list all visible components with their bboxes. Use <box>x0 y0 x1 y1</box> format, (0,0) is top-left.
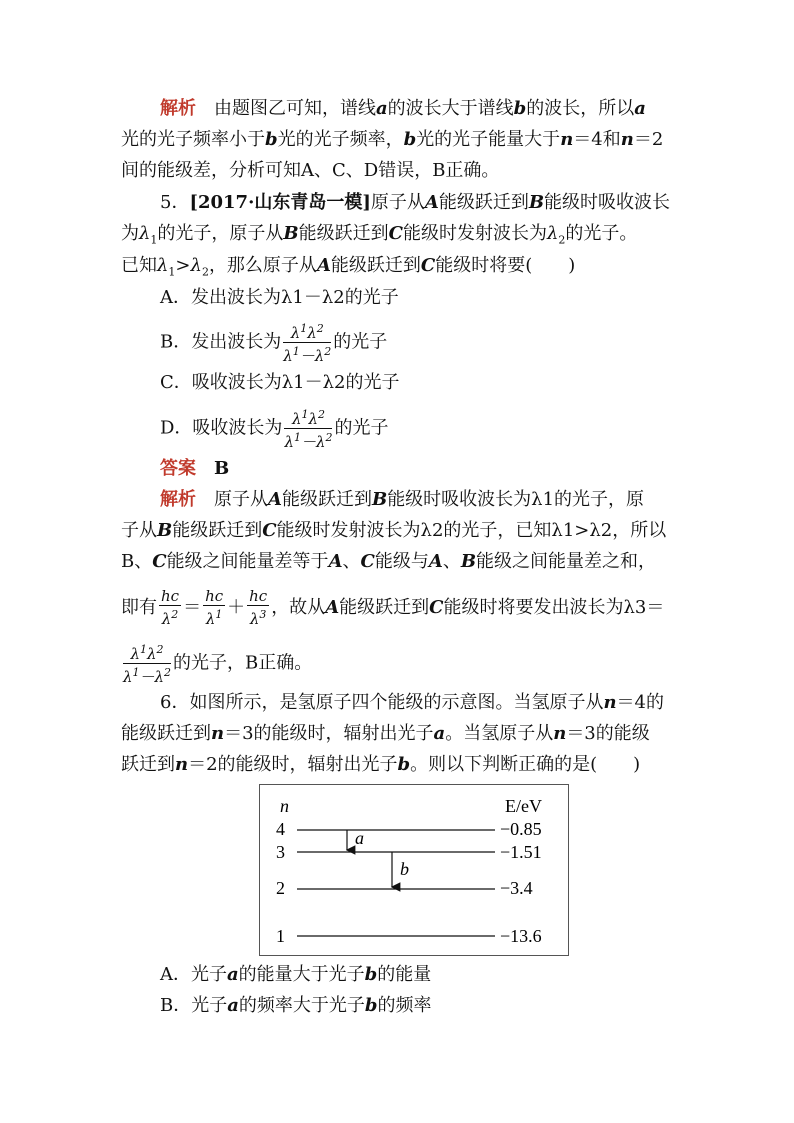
fraction: $\frac{hc}{\lambda^2}$ <box>161 587 180 628</box>
q6-stem-line-3: 跃迁到n＝2的能级时，辐射出光子b。则以下判断正确的是( ) <box>121 754 641 775</box>
q5-stem-line-3: 已知$\lambda_1>\lambda_2$，那么原子从A能级跃迁到C能级时将要( ) <box>121 255 576 279</box>
q5-option-d: D．吸收波长为 $\frac{\lambda^1\lambda^2}{\lambda^1-\lambda^2}$ 的光子 <box>160 408 389 451</box>
analysis-label: 解析 <box>160 98 196 119</box>
question-source: [2017·山东青岛一模] <box>189 192 371 213</box>
q4-analysis-line-1: 解析 由题图乙可知，谱线a的波长大于谱线b的波长，所以a <box>160 98 646 119</box>
answer-label: 答案 <box>160 458 196 479</box>
level-n-label: 3 <box>276 842 285 862</box>
q5-option-b: B．发出波长为 $\frac{\lambda^1\lambda^2}{\lambda^1-\lambda^2}$ 的光子 <box>160 322 388 365</box>
level-energy-label: −13.6 <box>500 926 542 946</box>
fraction: $\frac{\lambda^1\lambda^2}{\lambda^1-\lambda^2}$ <box>284 408 333 451</box>
q5-stem-line-2: 为$\lambda_1$的光子，原子从B能级跃迁到C能级时发射波长为$\lambda_2$的光子。 <box>121 223 638 247</box>
photon-a-label: a <box>355 828 364 848</box>
n-axis-label: n <box>280 796 289 816</box>
level-n-label: 1 <box>276 926 285 946</box>
q5-option-c: C．吸收波长为λ1－λ2的光子 <box>160 372 400 393</box>
fraction: $\frac{\lambda^1\lambda^2}{\lambda^1-\lambda^2}$ <box>123 643 172 686</box>
level-energy-label: −3.4 <box>500 878 533 898</box>
q6-stem-line-2: 能级跃迁到n＝3的能级时，辐射出光子a。当氢原子从n＝3的能级 <box>121 723 650 744</box>
q5-answer: 答案 B <box>160 458 230 479</box>
energy-level-diagram <box>259 784 569 956</box>
q5-analysis-line-4: 即有 $\frac{hc}{\lambda^2}$ ＝ $\frac{hc}{\lambda^1}$ ＋ $\frac{hc}{\lambda^3}$ ，故从A能级跃迁到C能级时将要发出波长为λ3＝ <box>121 587 665 628</box>
fraction: $\frac{\lambda^1\lambda^2}{\lambda^1-\lambda^2}$ <box>283 322 332 365</box>
analysis-label: 解析 <box>160 489 196 510</box>
q5-analysis-line-2: 子从B能级跃迁到C能级时发射波长为λ2的光子，已知λ1>λ2，所以 <box>121 520 667 541</box>
q5-stem-line-1: 5．[2017·山东青岛一模]原子从A能级跃迁到B能级时吸收波长 <box>160 192 671 213</box>
q5-analysis-line-1: 解析 原子从A能级跃迁到B能级时吸收波长为λ1的光子，原 <box>160 489 645 510</box>
level-n-label: 4 <box>276 819 285 839</box>
fraction: $\frac{hc}{\lambda^1}$ <box>205 587 224 628</box>
q6-option-a: A．光子a的能量大于光子b的能量 <box>160 964 432 985</box>
photon-b-label: b <box>400 859 409 879</box>
q4-analysis-line-3: 间的能级差，分析可知A、C、D错误，B正确。 <box>121 160 500 181</box>
q6-option-b: B．光子a的频率大于光子b的频率 <box>160 995 432 1016</box>
fraction: $\frac{hc}{\lambda^3}$ <box>249 587 268 628</box>
q6-stem-line-1: 6．如图所示，是氢原子四个能级的示意图。当氢原子从n＝4的 <box>160 692 664 713</box>
level-energy-label: −0.85 <box>500 819 542 839</box>
level-n-label: 2 <box>276 878 285 898</box>
q5-option-a: A．发出波长为λ1－λ2的光子 <box>160 287 399 308</box>
q4-analysis-line-2: 光的光子频率小于b光的光子频率，b光的光子能量大于n＝4和n＝2 <box>121 129 664 150</box>
level-energy-label: −1.51 <box>500 842 542 862</box>
q5-analysis-line-3: B、C能级之间能量差等于A、C能级与A、B能级之间能量差之和， <box>121 551 657 572</box>
energy-axis-label: E/eV <box>505 796 542 816</box>
q5-analysis-line-5: $\frac{\lambda^1\lambda^2}{\lambda^1-\lambda^2}$ 的光子，B正确。 <box>123 643 313 686</box>
